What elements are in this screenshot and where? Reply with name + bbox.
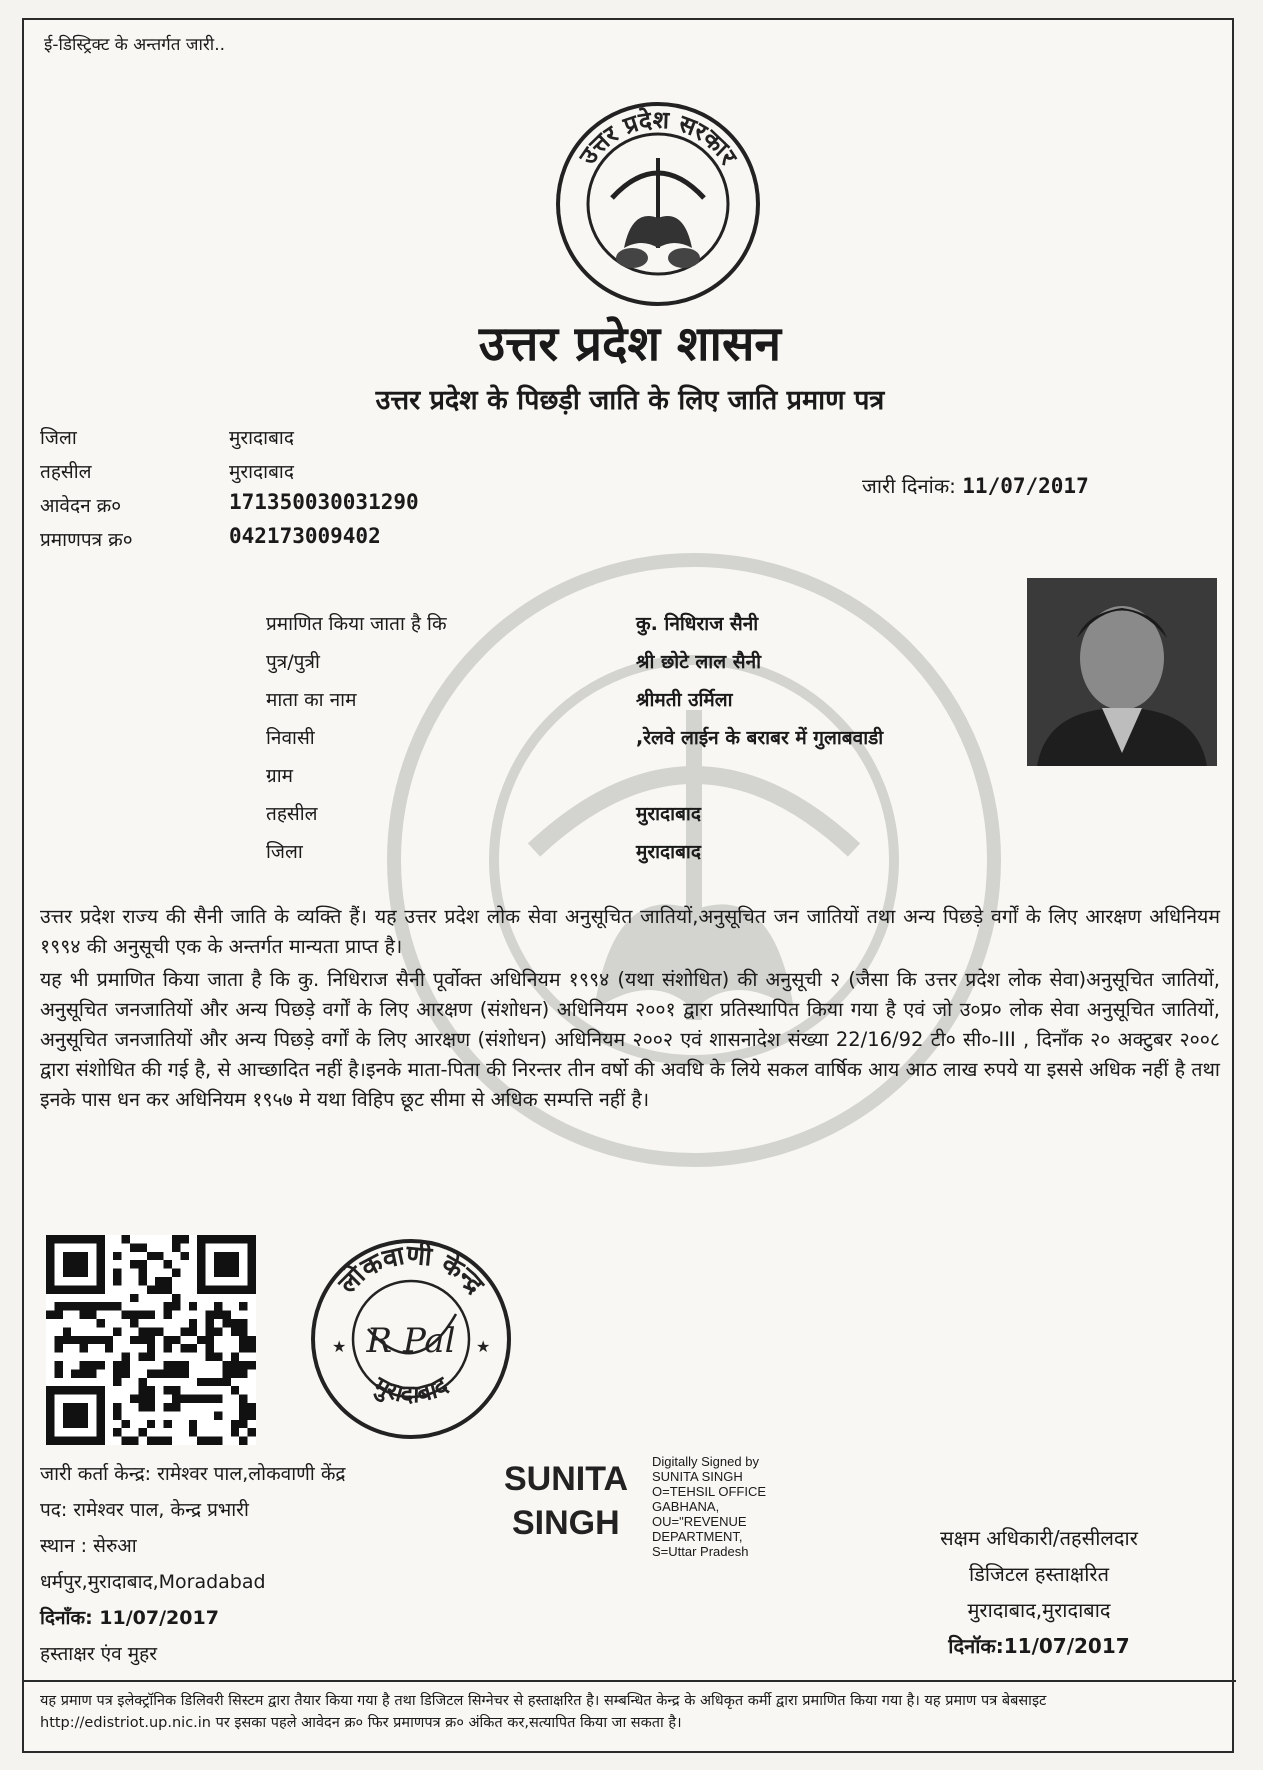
certificate-number: 042173009402 xyxy=(229,524,381,548)
cert-label: निवासी xyxy=(266,727,315,749)
svg-text:★: ★ xyxy=(332,1337,347,1356)
meta-value: मुरादाबाद xyxy=(229,461,294,483)
issuer-line: स्थान : सेरुआ xyxy=(40,1535,137,1557)
svg-text:★: ★ xyxy=(476,1337,491,1356)
sig-detail-line: OU="REVENUE xyxy=(652,1514,747,1529)
certificate-sheet xyxy=(22,18,1234,1753)
subtitle: उत्तर प्रदेश के पिछड़ी जाति के लिए जाति प्रमाण पत्र xyxy=(375,385,885,416)
issuer-line: दिनाँक: 11/07/2017 xyxy=(40,1607,219,1629)
sig-detail-line: GABHANA, xyxy=(652,1499,720,1514)
authority-line: डिजिटल हस्ताक्षरित xyxy=(969,1562,1109,1586)
meta-label: तहसील xyxy=(40,461,92,483)
issue-date-label: जारी दिनांक: xyxy=(862,474,956,498)
cert-label: जिला xyxy=(266,841,303,863)
cert-label: ग्राम xyxy=(266,765,293,787)
issuer-line: जारी कर्ता केन्द्र: रामेश्वर पाल,लोकवाणी केंद्र xyxy=(40,1463,346,1485)
meta-label: प्रमाणपत्र क्र० xyxy=(40,529,133,551)
digital-sig-name-1: SUNITA xyxy=(504,1460,629,1498)
digital-sig-details xyxy=(652,1454,792,1559)
certification-details xyxy=(24,610,1024,890)
authority-line: सक्षम अधिकारी/तहसीलदार xyxy=(940,1526,1138,1550)
sig-detail-line: O=TEHSIL OFFICE xyxy=(652,1484,767,1499)
header-note: ई-डिस्ट्रिक्ट के अन्तर्गत जारी.. xyxy=(44,35,226,55)
cert-value: ,रेलवे लाईन के बराबर में गुलाबवाडी xyxy=(636,727,884,749)
sig-detail-line: DEPARTMENT, xyxy=(652,1529,743,1544)
title: उत्तर प्रदेश शासन xyxy=(478,316,782,372)
sig-detail-line: S=Uttar Pradesh xyxy=(652,1544,749,1559)
cert-label: माता का नाम xyxy=(266,689,357,711)
up-emblem xyxy=(552,98,764,310)
applicant-photo xyxy=(1027,578,1217,766)
cert-label: तहसील xyxy=(266,803,318,825)
svg-text:लोकवाणी केन्द्र: लोकवाणी केन्द्र xyxy=(333,1240,490,1300)
digital-sig-name-2: SINGH xyxy=(512,1504,620,1542)
creamy-layer-statement: यह भी प्रमाणित किया जाता है कि कु. निधिराज सैनी पूर्वोक्त अधिनियम १९९४ (यथा संशोधित) की अनुसूची २ (जैसा कि उत्तर प्रदेश लोक सेवा)अनुसूचित जातियों, अनुसूचित जनजातियों और अन्य पिछड़े वर्गों के लिए आरक्षण (संशोधन) अधिनियम २००१ द्वारा प्रतिस्थापित किया गया है एवं जो उ०प्र० लोक सेवा अनुसूचित जातियों, अनुसूचित जनजातियों और अन्य पिछड़े वर्गों के लिए आरक्षण (संशोधन) अधिनियम २००२ एवं शासनादेश संख्या 22/16/92 टी० सी०-III , दिनाँक २० अक्टुबर २००८ द्वारा संशोधित की गई है, से आच्छादित नहीं है।इनके माता-पिता की निरन्तर तीन वर्षो की अवधि के लिये सकल वार्षिक आय आठ लाख रुपये या इससे अधिक नहीं है तथा इनके पास धन कर अधिनियम १९५७ मे यथा विहिप छूट सीमा से अधिक सम्पत्ति नहीं है। xyxy=(40,968,1220,1111)
caste-statement: उत्तर प्रदेश राज्य की सैनी जाति के व्यक्ति हैं। यह उत्तर प्रदेश लोक सेवा अनुसूचित जातियों,अनुसूचित जन जातियों तथा अन्य पिछड़े वर्गों के लिए आरक्षण अधिनियम १९९४ की अनुसूची एक के अन्तर्गत मान्यता प्राप्त है। xyxy=(40,905,1220,958)
issuer-line: हस्ताक्षर एंव मुहर xyxy=(40,1643,157,1665)
issuer-line: पद: रामेश्वर पाल, केन्द्र प्रभारी xyxy=(40,1499,249,1521)
cert-value: श्री छोटे लाल सैनी xyxy=(636,651,762,673)
cert-value: श्रीमती उर्मिला xyxy=(636,689,733,711)
lokvani-seal xyxy=(306,1234,516,1444)
issue-date xyxy=(862,472,1089,499)
sig-detail-line: Digitally Signed by xyxy=(652,1454,759,1469)
sig-detail-line: SUNITA SINGH xyxy=(652,1469,743,1484)
svg-text:उत्तर प्रदेश सरकार: उत्तर प्रदेश सरकार xyxy=(573,105,743,170)
cert-label: पुत्र/पुत्री xyxy=(266,651,320,673)
application-number: 171350030031290 xyxy=(229,490,419,514)
cert-value: मुरादाबाद xyxy=(636,803,701,825)
meta-label: आवेदन क्र० xyxy=(40,495,122,517)
issue-date-value: 11/07/2017 xyxy=(962,474,1089,498)
cert-label: प्रमाणित किया जाता है कि xyxy=(266,613,447,635)
meta-label: जिला xyxy=(40,427,77,449)
cert-value: कु. निधिराज सैनी xyxy=(636,613,759,635)
authority-line: मुरादाबाद,मुरादाबाद xyxy=(967,1598,1111,1622)
cert-value: मुरादाबाद xyxy=(636,841,701,863)
meta-value: मुरादाबाद xyxy=(229,427,294,449)
qr-code xyxy=(46,1235,256,1445)
issuer-line: धर्मपुर,मुरादाबाद,Moradabad xyxy=(40,1571,266,1593)
svg-text:मुरादाबाद: मुरादाबाद xyxy=(369,1371,453,1409)
svg-text:R Pal: R Pal xyxy=(366,1321,456,1361)
footer-note: यह प्रमाण पत्र इलेक्ट्रॉनिक डिलिवरी सिस्टम द्वारा तैयार किया गया है तथा डिजिटल सिग्नेचर से हस्ताक्षरित है। सम्बन्धित केन्द्र के अधिकृत कर्मी द्वारा प्रमाणित किया गया है। यह प्रमाण पत्र बेबसाइट http://edistriot.up.nic.in पर इसका पहले आवेदन क्र० फिर प्रमाणपत्र क्र० अंकित कर,सत्यापित किया जा सकता है। xyxy=(24,1680,1236,1734)
authority-line: दिनॉक:11/07/2017 xyxy=(948,1634,1130,1658)
meta-block xyxy=(24,424,624,574)
